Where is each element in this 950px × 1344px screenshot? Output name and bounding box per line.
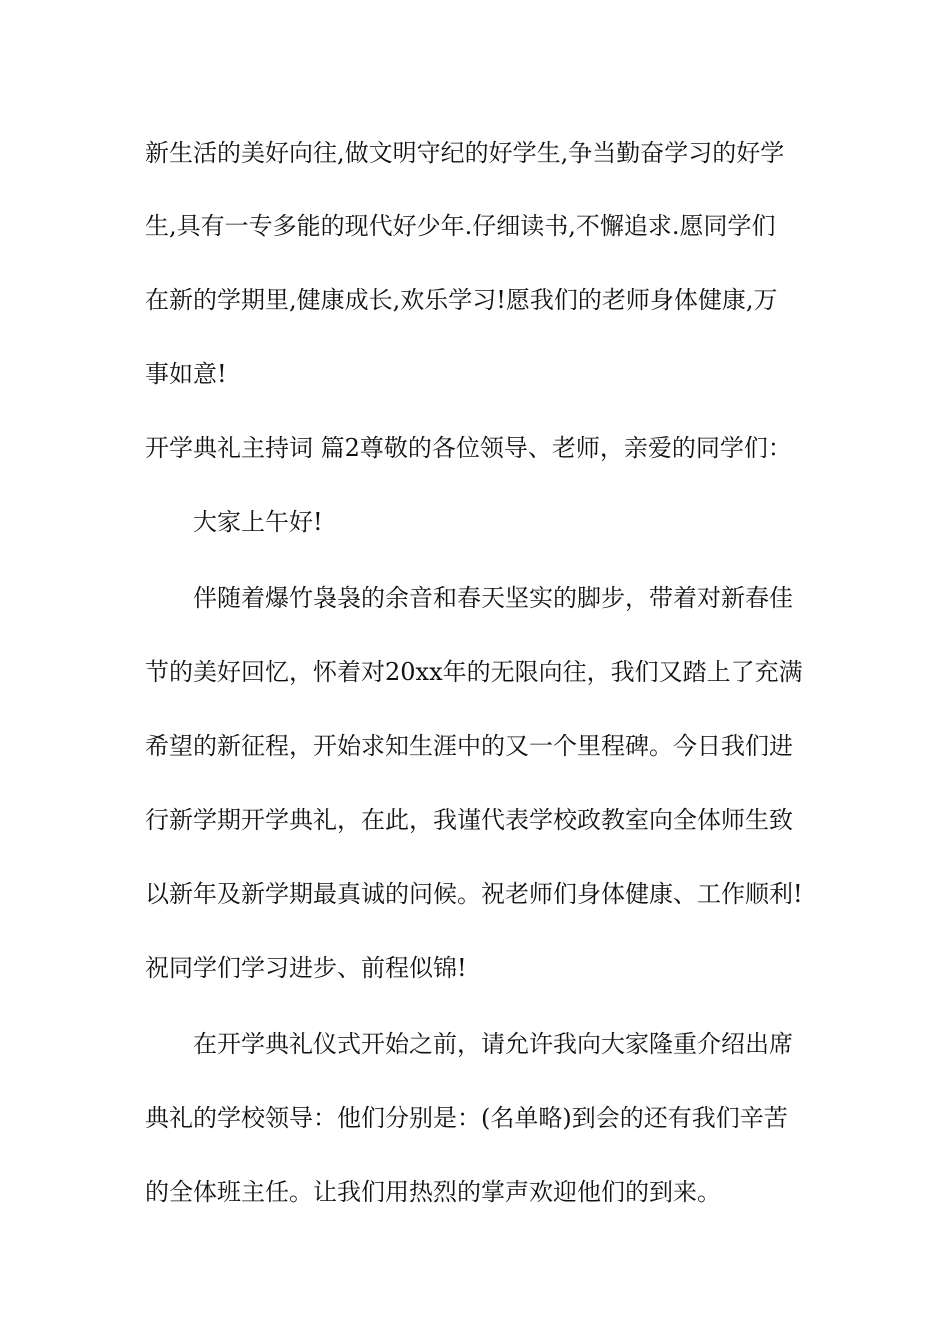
text-line: 事如意! bbox=[145, 360, 227, 388]
text-line: 新生活的美好向往,做文明守纪的好学生,争当勤奋学习的好学 bbox=[145, 139, 785, 167]
greeting-line: 大家上午好! bbox=[193, 508, 323, 536]
text-line: 伴随着爆竹袅袅的余音和春天坚实的脚步，带着对新春佳 bbox=[193, 584, 793, 612]
text-line: 以新年及新学期最真诚的问候。祝老师们身体健康、工作顺利! bbox=[145, 880, 803, 908]
text-line: 在开学典礼仪式开始之前，请允许我向大家隆重介绍出席 bbox=[193, 1030, 793, 1058]
section-heading: 开学典礼主持词 篇2尊敬的各位领导、老师，亲爱的同学们： bbox=[145, 434, 792, 462]
text-line: 的全体班主任。让我们用热烈的掌声欢迎他们的到来。 bbox=[145, 1178, 721, 1206]
text-line: 生,具有一专多能的现代好少年.仔细读书,不懈追求.愿同学们 bbox=[145, 212, 776, 240]
text-line: 典礼的学校领导：他们分别是：(名单略)到会的还有我们辛苦 bbox=[145, 1104, 788, 1132]
text-line: 希望的新征程，开始求知生涯中的又一个里程碑。今日我们进 bbox=[145, 732, 793, 760]
text-line: 行新学期开学典礼，在此，我谨代表学校政教室向全体师生致 bbox=[145, 806, 793, 834]
text-line: 在新的学期里,健康成长,欢乐学习!愿我们的老师身体健康,万 bbox=[145, 286, 778, 314]
text-line: 节的美好回忆，怀着对20xx年的无限向往，我们又踏上了充满 bbox=[145, 658, 803, 686]
text-line: 祝同学们学习进步、前程似锦! bbox=[145, 954, 467, 982]
